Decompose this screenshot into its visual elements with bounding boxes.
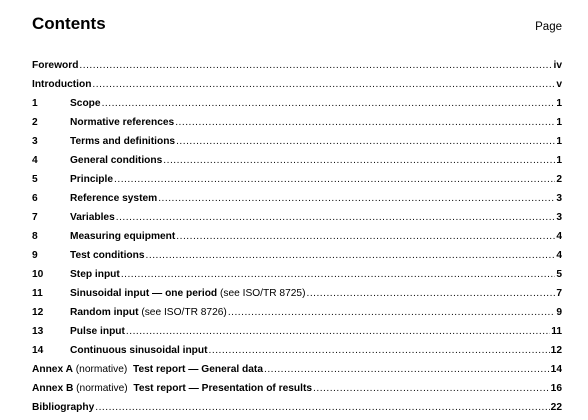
toc-entry-page: iv (553, 60, 562, 71)
toc-entry-number: 6 (32, 193, 38, 204)
toc-entry-title: Pulse input (70, 326, 125, 337)
toc-entry-number: 12 (32, 307, 44, 318)
toc-entry-page: 5 (556, 269, 562, 280)
toc-entry-page: 4 (556, 250, 562, 261)
dot-leader (264, 360, 550, 379)
toc-entry[interactable] (32, 56, 562, 75)
toc-entry[interactable] (32, 227, 562, 246)
dot-leader (116, 208, 556, 227)
toc-entry-number: 5 (32, 174, 38, 185)
toc-entry[interactable] (32, 398, 562, 417)
dot-leader (95, 398, 549, 417)
dot-leader (209, 341, 550, 360)
toc-entry-title: Continuous sinusoidal input (70, 345, 208, 356)
toc-entry-page: 11 (551, 326, 562, 337)
page-title: Contents (32, 14, 106, 33)
dot-leader (92, 75, 555, 94)
toc-entry-number: 11 (32, 288, 43, 299)
toc-entry[interactable] (32, 151, 562, 170)
toc-entry-number: 7 (32, 212, 38, 223)
toc-entry-subtitle: Test report — Presentation of results (127, 383, 313, 394)
dot-leader (175, 113, 555, 132)
toc-entry-title: Annex A (normative) Test report — General data (32, 364, 263, 375)
toc-entry-title: Foreword (32, 60, 79, 71)
dot-leader (228, 303, 556, 322)
toc-entry-page: 7 (556, 288, 562, 299)
toc-entry[interactable] (32, 189, 562, 208)
toc-entry[interactable] (32, 284, 562, 303)
toc-entry-title: Random input (see ISO/TR 8726) (70, 307, 227, 318)
toc-entry-page: 16 (550, 383, 562, 394)
toc-entry-note: (see ISO/TR 8725) (217, 288, 306, 299)
toc-entry-number: 2 (32, 117, 38, 128)
dot-leader (146, 246, 556, 265)
dot-leader (163, 151, 555, 170)
toc-entry[interactable] (32, 132, 562, 151)
dot-leader (114, 170, 555, 189)
toc-entry-title: Principle (70, 174, 114, 185)
toc-entry-number: 14 (32, 345, 44, 356)
toc-entry[interactable] (32, 208, 562, 227)
toc-entry-title: Test conditions (70, 250, 145, 261)
toc-entry-number: 4 (32, 155, 38, 166)
dot-leader (79, 56, 552, 75)
toc-entry-title: Annex B (normative) Test report — Presentation of results (32, 383, 313, 394)
toc-entry-page: 9 (556, 307, 562, 318)
dot-leader (313, 379, 550, 398)
toc-entry[interactable] (32, 75, 562, 94)
toc-entry-page: 3 (556, 212, 562, 223)
toc-entry[interactable] (32, 246, 562, 265)
dot-leader (176, 227, 555, 246)
toc-entry-subtitle: Test report — General data (127, 364, 263, 375)
toc-entry-title: Bibliography (32, 402, 95, 413)
toc-entry-number: 9 (32, 250, 38, 261)
toc-entry-title: Sinusoidal input — one period (see ISO/TR 8725) (70, 288, 306, 299)
toc-entry-page: v (556, 79, 562, 90)
toc-entry-number: 8 (32, 231, 38, 242)
dot-leader (306, 284, 555, 303)
page-column-label: Page (535, 21, 562, 33)
toc-entry-page: 4 (556, 231, 562, 242)
toc-entry-page: 2 (556, 174, 562, 185)
dot-leader (102, 94, 556, 113)
toc-entry-note: (see ISO/TR 8726) (138, 307, 227, 318)
toc-entry[interactable] (32, 360, 562, 379)
toc-entry-page: 3 (556, 193, 562, 204)
toc-entry-title: Measuring equipment (70, 231, 176, 242)
toc-entry-page: 1 (556, 136, 562, 147)
toc-entry-number: 1 (32, 98, 38, 109)
toc-entry-title: Reference system (70, 193, 158, 204)
toc-entry[interactable] (32, 303, 562, 322)
dot-leader (126, 322, 550, 341)
toc-entry-title: Step input (70, 269, 120, 280)
toc-entry[interactable] (32, 265, 562, 284)
toc-entry-title: Normative references (70, 117, 175, 128)
toc-entry-page: 22 (550, 402, 562, 413)
toc-entry-page: 14 (550, 364, 562, 375)
toc-entry-page: 1 (556, 117, 562, 128)
toc-entry-number: 13 (32, 326, 44, 337)
toc-entry[interactable] (32, 170, 562, 189)
toc-entry[interactable] (32, 341, 562, 360)
toc-entry-title: Scope (70, 98, 101, 109)
toc-entry-title: Variables (70, 212, 115, 223)
toc-entry-title: General conditions (70, 155, 163, 166)
table-of-contents (32, 56, 562, 417)
toc-entry-title: Introduction (32, 79, 92, 90)
toc-entry-title: Terms and definitions (70, 136, 176, 147)
toc-entry-page: 1 (556, 98, 562, 109)
toc-entry-note: (normative) (73, 383, 128, 394)
dot-leader (176, 132, 555, 151)
toc-entry-note: (normative) (72, 364, 128, 375)
toc-entry[interactable] (32, 322, 562, 341)
toc-entry[interactable] (32, 113, 562, 132)
toc-entry[interactable] (32, 94, 562, 113)
toc-entry[interactable] (32, 379, 562, 398)
dot-leader (158, 189, 555, 208)
toc-entry-page: 1 (556, 155, 562, 166)
toc-entry-number: 3 (32, 136, 38, 147)
dot-leader (121, 265, 556, 284)
toc-entry-number: 10 (32, 269, 44, 280)
toc-entry-page: 12 (550, 345, 562, 356)
